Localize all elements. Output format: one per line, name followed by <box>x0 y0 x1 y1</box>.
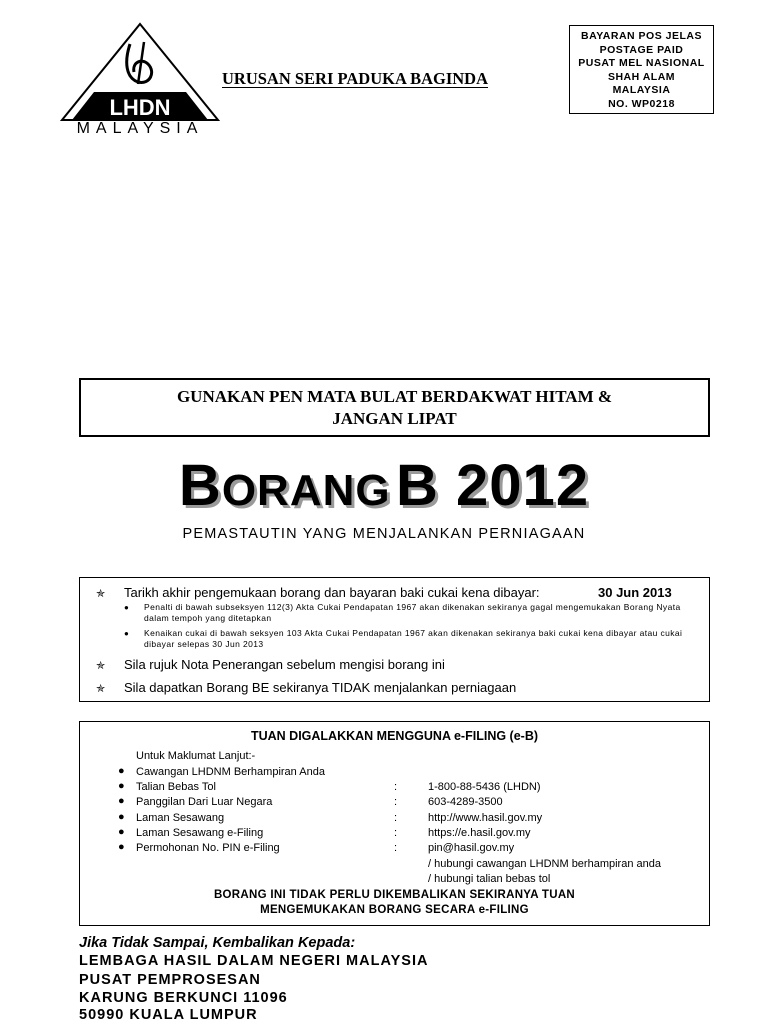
bullet-icon: ● <box>124 629 130 638</box>
contact-row <box>80 812 709 827</box>
star-bullet-icon: ✯ <box>96 588 106 600</box>
penalty-note <box>124 602 700 624</box>
form-title-initial: B <box>178 453 222 518</box>
deadline-text: Tarikh akhir pengemukaan borang dan bayaran baki cukai kena dibayar: <box>124 585 540 600</box>
note-row <box>96 657 445 672</box>
form-title-rest: ORANG <box>221 466 391 515</box>
efiling-footer <box>80 888 709 918</box>
lhdn-triangle-emblem <box>60 22 220 122</box>
website-link[interactable]: http://www.hasil.gov.my <box>428 812 543 824</box>
contact-colon: : <box>394 796 398 808</box>
postage-line: NO. WP0218 <box>608 97 675 110</box>
return-address-line: PUSAT PEMPROSESAN <box>79 972 261 988</box>
efiling-box <box>79 721 710 926</box>
form-title-year: B 2012 <box>396 453 590 518</box>
contact-colon: : <box>394 781 398 793</box>
lhdn-logo <box>60 22 220 140</box>
penalty-note-text: Penalti di bawah subseksyen 112(3) Akta Cukai Pendapatan 1967 akan dikenakan sekiranya gagal mengemukakan Borang Nyata dalam tempoh yang ditetapkan <box>144 602 681 623</box>
contact-value: 603-4289-3500 <box>428 796 503 808</box>
royal-service-header: URUSAN SERI PADUKA BAGINDA <box>222 69 489 88</box>
efiling-website-link[interactable]: https://e.hasil.gov.my <box>428 827 531 839</box>
return-address-line: 50990 KUALA LUMPUR <box>79 1007 258 1023</box>
efiling-footer-line: BORANG INI TIDAK PERLU DIKEMBALIKAN SEKIRANYA TUAN <box>213 889 576 901</box>
contact-row <box>80 827 709 842</box>
contact-label: Laman Sesawang e-Filing <box>136 827 264 839</box>
postage-line: PUSAT MEL NASIONAL <box>578 57 705 69</box>
return-address-line: KARUNG BERKUNCI 11096 <box>79 990 288 1006</box>
contact-label: Talian Bebas Tol <box>136 781 216 793</box>
contact-row <box>80 796 709 811</box>
contact-row <box>80 766 709 781</box>
deadline-box <box>79 577 710 702</box>
contact-label: Panggilan Dari Luar Negara <box>136 796 273 808</box>
bullet-icon: ● <box>118 811 125 823</box>
bullet-icon: ● <box>124 603 130 612</box>
pen-instruction-box <box>79 378 710 437</box>
postage-line: BAYARAN POS JELAS <box>581 30 702 42</box>
contact-extra: / hubungi talian bebas tol <box>428 873 551 885</box>
logo-acronym: LHDN <box>109 95 171 120</box>
bullet-icon: ● <box>118 826 125 838</box>
logo-country: MALAYSIA <box>76 120 204 137</box>
postage-line: MALAYSIA <box>612 84 671 96</box>
contact-colon: : <box>394 812 398 824</box>
return-address-line: LEMBAGA HASIL DALAM NEGERI MALAYSIA <box>79 953 429 969</box>
contact-colon: : <box>394 827 398 839</box>
note-text: Sila rujuk Nota Penerangan sebelum mengisi borang ini <box>124 657 445 672</box>
contact-row <box>80 781 709 796</box>
postage-line: SHAH ALAM <box>607 70 676 83</box>
contact-colon: : <box>394 842 398 854</box>
form-title <box>0 452 768 519</box>
tax-increase-note <box>124 628 700 650</box>
contact-value: 1-800-88-5436 (LHDN) <box>428 781 541 793</box>
star-bullet-icon: ✯ <box>96 660 106 672</box>
form-subtitle: PEMASTAUTIN YANG MENJALANKAN PERNIAGAAN <box>182 526 586 542</box>
contact-extra: / hubungi cawangan LHDNM berhampiran anda <box>428 858 661 870</box>
efiling-title: TUAN DIGALAKKAN MENGGUNA e-FILING (e-B) <box>250 729 539 743</box>
contact-label: Permohonan No. PIN e-Filing <box>136 842 280 854</box>
deadline-row <box>96 585 540 600</box>
postage-line: POSTAGE PAID <box>599 43 684 56</box>
bullet-icon: ● <box>118 765 125 777</box>
pen-instruction-line2: JANGAN LIPAT <box>332 409 457 428</box>
deadline-date: 30 Jun 2013 <box>598 585 672 600</box>
contact-label: Laman Sesawang <box>136 812 225 824</box>
bullet-icon: ● <box>118 780 125 792</box>
pin-email-link[interactable]: pin@hasil.gov.my <box>428 842 515 854</box>
star-bullet-icon: ✯ <box>96 683 106 695</box>
efiling-intro: Untuk Maklumat Lanjut:- <box>136 750 256 762</box>
bullet-icon: ● <box>118 841 125 853</box>
return-address-label: Jika Tidak Sampai, Kembalikan Kepada: <box>79 935 356 951</box>
bullet-icon: ● <box>118 795 125 807</box>
efiling-footer-line: MENGEMUKAKAN BORANG SECARA e-FILING <box>260 904 529 916</box>
note-text: Sila dapatkan Borang BE sekiranya TIDAK menjalankan perniagaan <box>124 680 517 695</box>
note-row <box>96 680 516 695</box>
contact-label: Cawangan LHDNM Berhampiran Anda <box>136 766 325 778</box>
pen-instruction-line1: GUNAKAN PEN MATA BULAT BERDAKWAT HITAM & <box>176 387 613 406</box>
postage-paid-stamp <box>569 25 714 114</box>
tax-increase-note-text: Kenaikan cukai di bawah seksyen 103 Akta Cukai Pendapatan 1967 akan dikenakan sekiranya baki cukai kena dibayar atau cukai dibayar selepas 30 Jun 2013 <box>144 628 683 649</box>
contact-row <box>80 842 709 857</box>
